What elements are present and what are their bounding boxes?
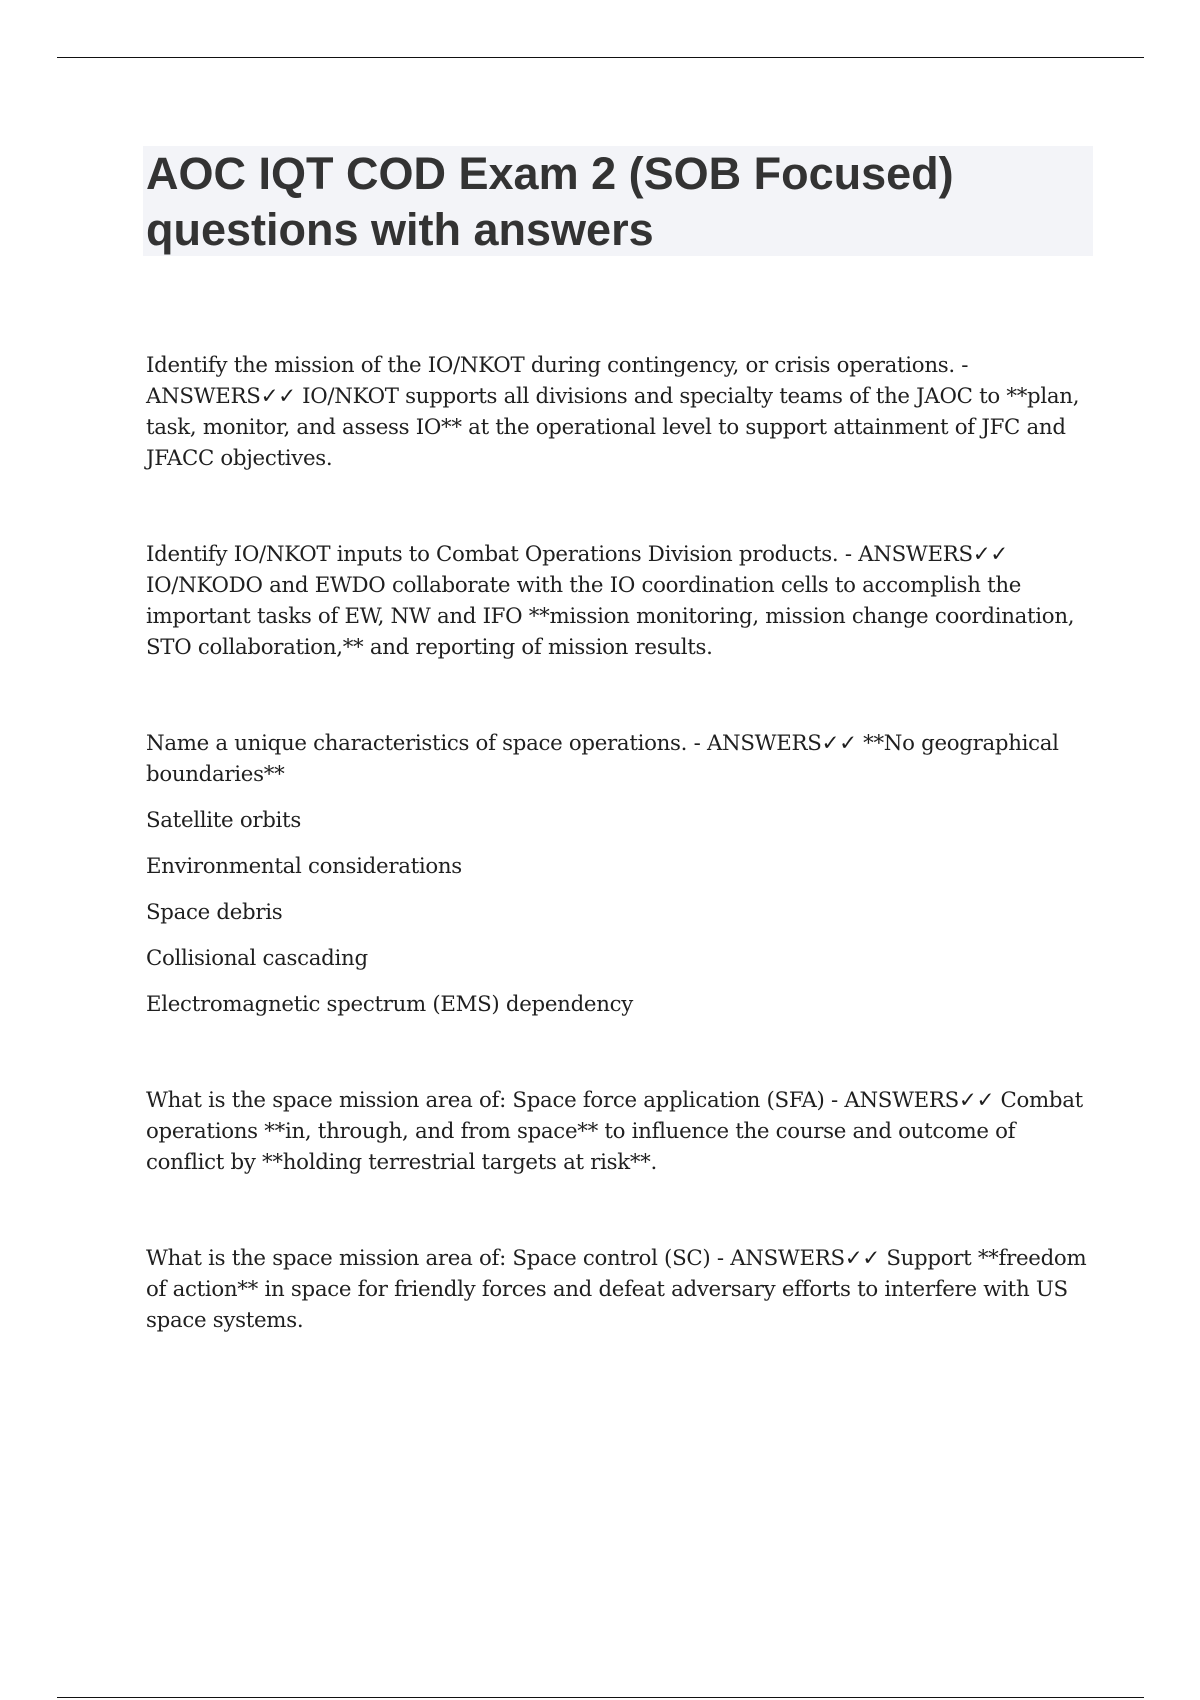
title-line-2: questions with answers bbox=[146, 204, 654, 255]
top-rule bbox=[57, 57, 1144, 58]
bottom-rule bbox=[57, 1697, 1144, 1698]
list-item: Collisional cascading bbox=[146, 946, 368, 971]
qa-item-3: Name a unique characteristics of space operations. - ANSWERS✓✓ **No geographical boundaries** bbox=[146, 731, 1059, 787]
list-item: Environmental considerations bbox=[146, 854, 462, 879]
list-item: Electromagnetic spectrum (EMS) dependency bbox=[146, 992, 634, 1017]
qa-item-5: What is the space mission area of: Space control (SC) - ANSWERS✓✓ Support **freedom of action** in space for friendly forces and defeat adversary efforts to interfere with US space systems. bbox=[146, 1246, 1087, 1333]
qa-item-1: Identify the mission of the IO/NKOT during contingency, or crisis operations. - ANSWERS✓✓ IO/NKOT supports all divisions and specialty teams of the JAOC to **plan, task, monitor, and assess IO** at the operational level to support attainment of JFC and JFACC objectives. bbox=[146, 353, 1080, 471]
qa-item-4: What is the space mission area of: Space force application (SFA) - ANSWERS✓✓ Combat operations **in, through, and from space** to influence the course and outcome of conflict by **holding terrestrial targets at risk**. bbox=[146, 1088, 1083, 1175]
title-line-1: AOC IQT COD Exam 2 (SOB Focused) bbox=[146, 148, 954, 199]
qa-item-2: Identify IO/NKOT inputs to Combat Operations Division products. - ANSWERS✓✓ IO/NKODO and EWDO collaborate with the IO coordination cells to accomplish the important tasks of EW, NW and IFO **mission monitoring, mission change coordination, STO collaboration,** and reporting of mission results. bbox=[146, 542, 1075, 660]
document-title bbox=[146, 146, 1086, 258]
list-item: Satellite orbits bbox=[146, 808, 301, 833]
qa-content bbox=[146, 350, 1096, 1336]
list-item: Space debris bbox=[146, 900, 283, 925]
